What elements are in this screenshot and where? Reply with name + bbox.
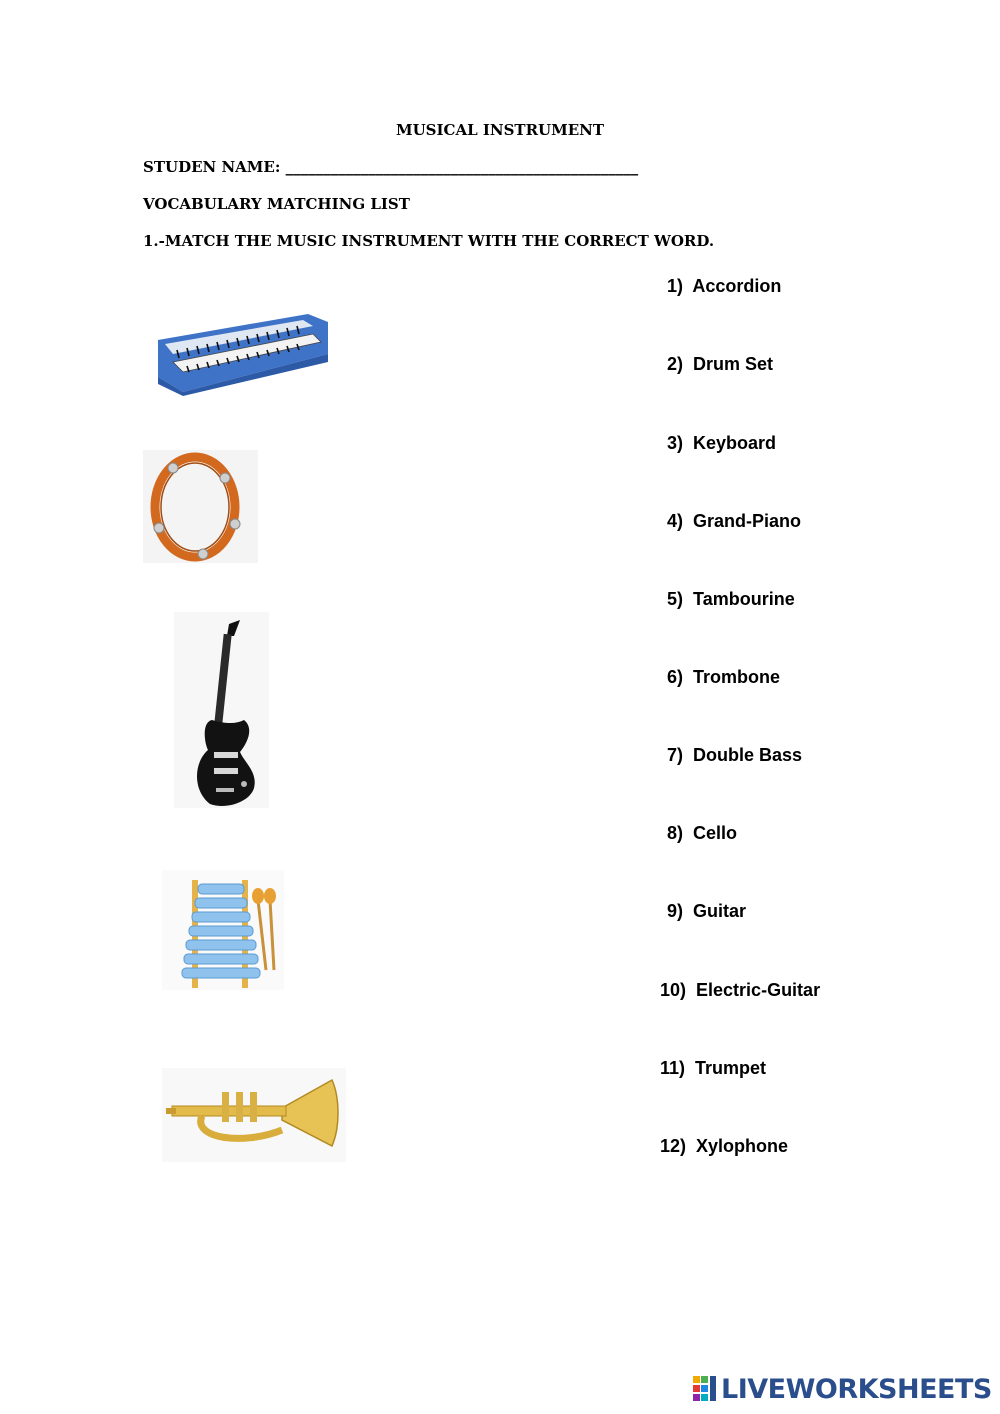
list-item — [667, 589, 795, 610]
list-item-label: Accordion — [692, 276, 782, 296]
list-item-label: Grand-Piano — [693, 511, 802, 531]
list-item-number: 8) — [667, 823, 684, 843]
list-item — [660, 1058, 766, 1079]
list-item — [660, 980, 820, 1001]
list-item-number: 5) — [667, 589, 684, 609]
list-item — [660, 1136, 788, 1157]
list-item-label: Xylophone — [696, 1136, 789, 1156]
list-item-number: 9) — [667, 901, 684, 921]
list-item — [667, 276, 781, 297]
list-item-label: Trombone — [693, 667, 781, 687]
list-item-number: 12) — [660, 1136, 687, 1156]
list-item-label: Trumpet — [695, 1058, 767, 1078]
list-item — [667, 354, 773, 375]
liveworksheets-logo[interactable] — [693, 1373, 992, 1405]
list-item-number: 2) — [667, 354, 684, 374]
list-item — [667, 667, 780, 688]
trumpet-icon — [162, 1068, 346, 1162]
list-item-number: 7) — [667, 745, 684, 765]
list-item — [667, 511, 801, 532]
keyboard-icon — [143, 292, 328, 397]
list-item-label: Keyboard — [693, 433, 777, 453]
list-item-label: Drum Set — [693, 354, 774, 374]
tambourine-icon — [143, 450, 258, 563]
list-item-number: 6) — [667, 667, 684, 687]
list-item-number: 1) — [667, 276, 684, 296]
list-item-number: 10) — [660, 980, 687, 1000]
instruction-text: 1.-MATCH THE MUSIC INSTRUMENT WITH THE CORRECT WORD. — [143, 232, 715, 250]
list-item-number: 4) — [667, 511, 684, 531]
xylophone-icon — [162, 870, 284, 990]
section-heading: VOCABULARY MATCHING LIST — [143, 195, 410, 213]
list-item — [667, 745, 802, 766]
worksheet-title: MUSICAL INSTRUMENT — [395, 121, 605, 139]
list-item — [667, 901, 746, 922]
list-item-number: 11) — [660, 1058, 686, 1078]
list-item-number: 3) — [667, 433, 684, 453]
list-item — [667, 823, 737, 844]
list-item-label: Tambourine — [693, 589, 795, 609]
electric-guitar-icon — [174, 612, 269, 808]
list-item-label: Cello — [693, 823, 738, 843]
liveworksheets-logo-text: LIVEWORKSHEETS — [721, 1373, 992, 1405]
student-name-line: STUDEN NAME: _______________________________________________ — [143, 158, 639, 176]
list-item — [667, 433, 776, 454]
liveworksheets-logo-icon — [693, 1376, 717, 1402]
list-item-label: Guitar — [693, 901, 747, 921]
list-item-label: Electric-Guitar — [696, 980, 821, 1000]
list-item-label: Double Bass — [693, 745, 803, 765]
